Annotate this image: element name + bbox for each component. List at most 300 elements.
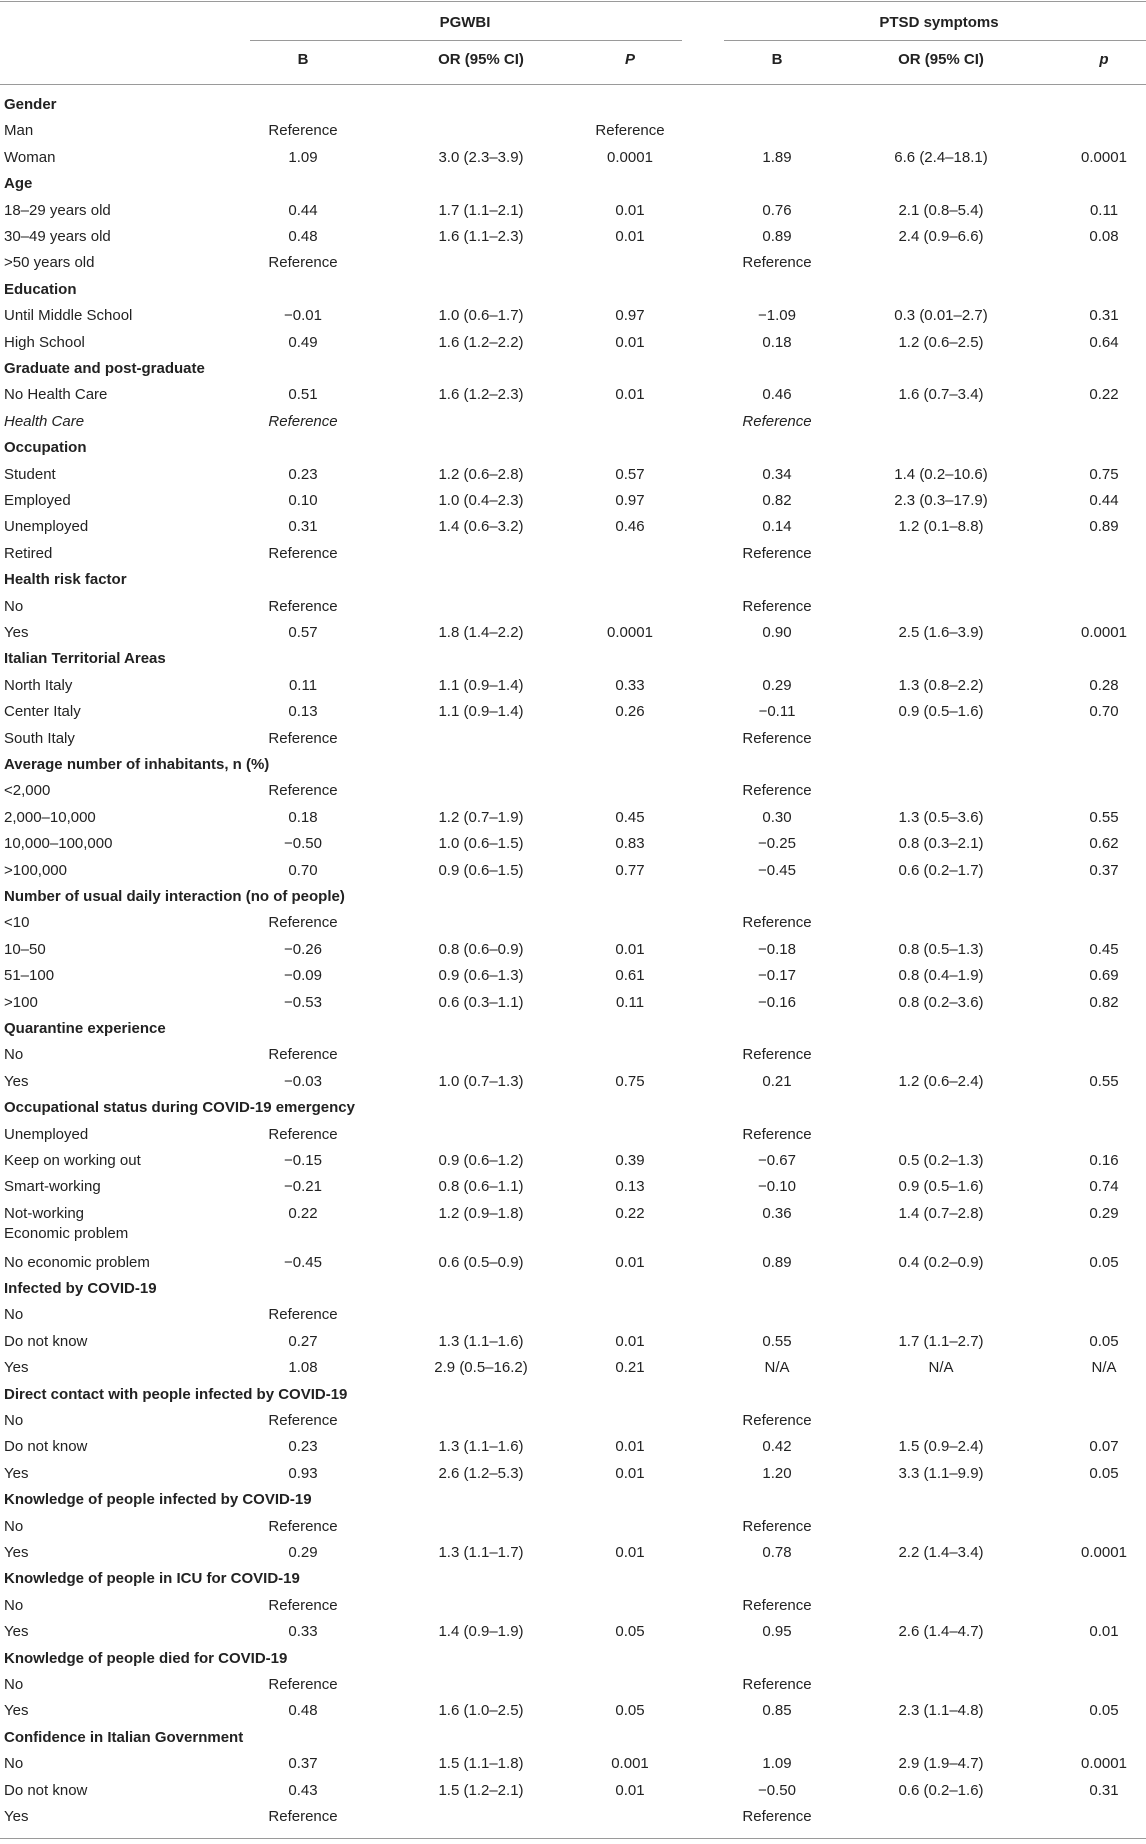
table-cell: 0.22 bbox=[1089, 386, 1119, 404]
table-cell: 1.0 (0.4–2.3) bbox=[438, 492, 524, 509]
table-cell: 0.11 bbox=[615, 993, 645, 1011]
table-cell: 0.27 bbox=[288, 1332, 318, 1350]
table-cell: 0.6 (0.5–0.9) bbox=[438, 1253, 524, 1271]
table-cell: Reference bbox=[742, 1808, 812, 1826]
table-cell: Reference bbox=[268, 782, 338, 800]
table-cell: Reference bbox=[268, 729, 338, 747]
table-cell: 0.75 bbox=[615, 1072, 645, 1090]
table-cell: 0.90 bbox=[762, 624, 792, 641]
section-label: Confidence in Italian Government bbox=[4, 1728, 244, 1746]
table-cell: 0.78 bbox=[762, 1544, 792, 1562]
table-cell: 0.01 bbox=[615, 201, 645, 219]
table-cell: 0.76 bbox=[762, 201, 792, 219]
table-cell: 1.3 (1.1–1.7) bbox=[438, 1544, 524, 1562]
row-label: No bbox=[4, 1412, 24, 1430]
table-cell: 0.69 bbox=[1089, 967, 1119, 985]
section-label: Health risk factor bbox=[4, 571, 127, 589]
table-cell: 0.31 bbox=[1089, 1781, 1119, 1799]
row-label: No bbox=[4, 1596, 24, 1614]
table-cell: Reference bbox=[268, 254, 338, 272]
table-row bbox=[0, 1804, 1146, 1830]
table-cell: 0.01 bbox=[615, 940, 645, 958]
table-cell: 1.5 (1.2–2.1) bbox=[438, 1781, 524, 1799]
group-rule-ptsd bbox=[724, 40, 1146, 41]
table-cell: 0.3 (0.01–2.7) bbox=[894, 307, 988, 325]
table-cell: 0.01 bbox=[615, 1253, 645, 1271]
table-cell: 0.01 bbox=[615, 386, 645, 404]
table-cell: 0.13 bbox=[288, 703, 318, 721]
table-cell: −0.53 bbox=[284, 993, 322, 1011]
row-label: No bbox=[4, 1517, 24, 1535]
table-cell: 0.82 bbox=[1089, 993, 1119, 1011]
table-cell: 0.57 bbox=[615, 465, 645, 483]
group-header-pgwbi: PGWBI bbox=[439, 14, 491, 31]
table-row bbox=[0, 1122, 1146, 1148]
table-cell: 0.83 bbox=[615, 835, 645, 853]
table-cell: Reference bbox=[742, 1125, 812, 1143]
col-header-or-1: OR (95% CI) bbox=[438, 51, 524, 68]
table-row bbox=[0, 1461, 1146, 1487]
row-label: 10,000–100,000 bbox=[4, 835, 113, 853]
section-label: Number of usual daily interaction (no of people) bbox=[4, 888, 345, 905]
table-cell: −1.09 bbox=[758, 307, 796, 325]
col-header-or-2: OR (95% CI) bbox=[898, 51, 984, 68]
table-cell: 0.18 bbox=[762, 333, 792, 351]
table-cell: 1.0 (0.7–1.3) bbox=[438, 1072, 524, 1090]
table-row bbox=[0, 1619, 1146, 1645]
table-cell: 1.0 (0.6–1.7) bbox=[438, 307, 524, 325]
table-cell: 1.4 (0.2–10.6) bbox=[894, 465, 988, 483]
row-label: >100 bbox=[4, 993, 38, 1011]
row-label: 2,000–10,000 bbox=[4, 808, 96, 826]
table-row bbox=[0, 541, 1146, 567]
table-cell: Reference bbox=[268, 412, 338, 430]
row-label: Unemployed bbox=[4, 1125, 89, 1143]
row-label: Yes bbox=[4, 1702, 29, 1720]
table-row bbox=[0, 1148, 1146, 1174]
row-label: Retired bbox=[4, 544, 53, 562]
table-cell: 0.55 bbox=[1089, 1072, 1119, 1090]
table-cell: −0.50 bbox=[284, 835, 322, 853]
table-cell: 0.93 bbox=[288, 1464, 318, 1482]
table-cell: 0.44 bbox=[1089, 492, 1119, 509]
row-label: 30–49 years old bbox=[4, 228, 111, 245]
table-cell: 2.5 (1.6–3.9) bbox=[898, 624, 984, 641]
table-cell: N/A bbox=[928, 1359, 954, 1377]
table-cell: Reference bbox=[268, 122, 338, 140]
table-cell: 1.8 (1.4–2.2) bbox=[438, 624, 524, 641]
table-cell: 1.6 (0.7–3.4) bbox=[898, 386, 984, 404]
table-cell: Reference bbox=[742, 1676, 812, 1694]
table-cell: −0.26 bbox=[284, 940, 322, 958]
section-label: Graduate and post-graduate bbox=[4, 360, 205, 377]
table-cell: 0.45 bbox=[1089, 940, 1119, 958]
table-cell: 0.89 bbox=[762, 1253, 792, 1271]
table-row bbox=[0, 198, 1146, 224]
section-label: Average number of inhabitants, n (%) bbox=[4, 756, 270, 773]
table-cell: Reference bbox=[268, 1412, 338, 1430]
table-row bbox=[0, 620, 1146, 646]
table-cell: Reference bbox=[742, 782, 812, 800]
section-header-row bbox=[0, 1095, 1146, 1121]
row-label: Until Middle School bbox=[4, 307, 133, 325]
table-cell: −0.10 bbox=[758, 1178, 796, 1196]
row-label: No bbox=[4, 1755, 24, 1773]
table-row bbox=[0, 303, 1146, 329]
table-cell: 0.46 bbox=[762, 386, 792, 404]
table-cell: −0.45 bbox=[284, 1253, 322, 1271]
table-cell: −0.09 bbox=[284, 967, 322, 985]
table-row bbox=[0, 699, 1146, 725]
table-cell: 0.89 bbox=[1089, 518, 1119, 536]
section-header-row bbox=[0, 567, 1146, 593]
table-cell: 0.22 bbox=[288, 1204, 318, 1222]
table-cell: 0.01 bbox=[615, 1781, 645, 1799]
row-label: No bbox=[4, 1046, 24, 1064]
table-cell: 2.9 (1.9–4.7) bbox=[898, 1755, 984, 1773]
table-cell: 1.6 (1.1–2.3) bbox=[438, 228, 524, 245]
table-cell: 1.89 bbox=[762, 148, 792, 166]
table-cell: 0.55 bbox=[762, 1332, 792, 1350]
table-cell: 1.09 bbox=[288, 148, 318, 166]
table-row bbox=[0, 1042, 1146, 1068]
row-label: Center Italy bbox=[4, 703, 81, 721]
table-cell: 0.05 bbox=[1089, 1464, 1119, 1482]
table-cell: 0.21 bbox=[615, 1359, 645, 1377]
table-cell: 0.0001 bbox=[607, 624, 653, 641]
table-row bbox=[0, 224, 1146, 250]
table-cell: 0.01 bbox=[615, 1332, 645, 1350]
section-header-row bbox=[0, 1646, 1146, 1672]
table-cell: Reference bbox=[742, 544, 812, 562]
table-row bbox=[0, 514, 1146, 540]
section-header-row bbox=[0, 1276, 1146, 1302]
table-cell: 2.9 (0.5–16.2) bbox=[434, 1359, 528, 1377]
section-label: Education bbox=[4, 280, 77, 298]
section-label: Occupation bbox=[4, 439, 87, 457]
table-row bbox=[0, 858, 1146, 884]
table-cell: 0.70 bbox=[1089, 703, 1119, 721]
table-row bbox=[0, 1778, 1146, 1804]
table-row bbox=[0, 831, 1146, 857]
table-cell: 1.2 (0.6–2.8) bbox=[438, 465, 524, 483]
table-cell: 0.77 bbox=[615, 861, 645, 879]
section-label: Age bbox=[4, 175, 33, 193]
section-header-row bbox=[0, 1725, 1146, 1751]
row-label: Yes bbox=[4, 624, 29, 641]
section-label: Gender bbox=[4, 96, 57, 113]
top-rule bbox=[0, 1, 1146, 2]
section-header-row bbox=[0, 752, 1146, 778]
table-cell: Reference bbox=[742, 1517, 812, 1535]
table-row bbox=[0, 462, 1146, 488]
table-cell: 1.5 (0.9–2.4) bbox=[898, 1438, 984, 1456]
table-cell: 1.08 bbox=[288, 1359, 318, 1377]
row-label: Keep on working out bbox=[4, 1152, 141, 1169]
table-cell: 0.48 bbox=[288, 228, 318, 245]
table-cell: 1.6 (1.2–2.3) bbox=[438, 386, 524, 404]
table-cell: 0.55 bbox=[1089, 808, 1119, 826]
row-label: >50 years old bbox=[4, 254, 95, 272]
table-cell: 0.85 bbox=[762, 1702, 792, 1720]
table-row bbox=[0, 409, 1146, 435]
table-cell: −0.25 bbox=[758, 835, 796, 853]
table-cell: 0.01 bbox=[615, 333, 645, 351]
table-cell: 0.05 bbox=[615, 1702, 645, 1720]
table-cell: 0.39 bbox=[615, 1152, 645, 1169]
table-row bbox=[0, 594, 1146, 620]
table-cell: 0.82 bbox=[762, 492, 792, 509]
table-cell: 0.62 bbox=[1089, 835, 1119, 853]
section-header-row bbox=[0, 435, 1146, 461]
table-row bbox=[0, 1434, 1146, 1460]
table-cell: 0.46 bbox=[615, 518, 645, 536]
table-cell: 2.6 (1.2–5.3) bbox=[438, 1464, 524, 1482]
table-cell: Reference bbox=[268, 1808, 338, 1826]
section-label: Knowledge of people died for COVID-19 bbox=[4, 1649, 288, 1667]
table-cell: 0.97 bbox=[615, 307, 645, 325]
table-cell: 0.29 bbox=[288, 1544, 318, 1562]
table-row bbox=[0, 1355, 1146, 1381]
table-row bbox=[0, 778, 1146, 804]
table-cell: 0.0001 bbox=[1081, 148, 1127, 166]
table-cell: Reference bbox=[742, 1046, 812, 1064]
section-header-row bbox=[0, 92, 1146, 118]
table-cell: 1.2 (0.9–1.8) bbox=[438, 1204, 524, 1222]
col-header-b-2: B bbox=[771, 51, 783, 68]
row-label: High School bbox=[4, 333, 85, 351]
row-label: Do not know bbox=[4, 1438, 88, 1456]
row-label: 51–100 bbox=[4, 967, 55, 985]
section-label: Occupational status during COVID-19 emergency bbox=[4, 1099, 355, 1117]
row-label: <10 bbox=[4, 914, 30, 932]
section-label: Quarantine experience bbox=[4, 1020, 166, 1037]
table-cell: 0.48 bbox=[288, 1702, 318, 1720]
table-cell: 0.89 bbox=[762, 228, 792, 245]
row-label: <2,000 bbox=[4, 782, 51, 800]
table-cell: 0.8 (0.3–2.1) bbox=[898, 835, 984, 853]
table-cell: Reference bbox=[268, 1517, 338, 1535]
table-cell: N/A bbox=[1091, 1359, 1117, 1377]
table-cell: 1.7 (1.1–2.7) bbox=[898, 1332, 984, 1350]
section-label: Knowledge of people in ICU for COVID-19 bbox=[4, 1570, 300, 1588]
table-cell: Reference bbox=[268, 1676, 338, 1694]
table-cell: 0.37 bbox=[288, 1755, 318, 1773]
row-label: Man bbox=[4, 122, 34, 140]
section-header-row bbox=[0, 884, 1146, 910]
table-cell: Reference bbox=[268, 1125, 338, 1143]
table-row bbox=[0, 330, 1146, 356]
table-cell: 0.34 bbox=[762, 465, 792, 483]
table-cell: 1.6 (1.2–2.2) bbox=[438, 333, 524, 351]
table-cell: 0.08 bbox=[1089, 228, 1119, 245]
table-cell: 0.29 bbox=[1089, 1204, 1119, 1222]
table-cell: 0.11 bbox=[1089, 201, 1119, 219]
table-cell: 0.28 bbox=[1089, 676, 1119, 694]
table-cell: 0.5 (0.2–1.3) bbox=[898, 1152, 984, 1169]
table-cell: 0.51 bbox=[288, 386, 318, 404]
row-label: Yes bbox=[4, 1623, 29, 1641]
table-cell: 0.6 (0.2–1.6) bbox=[898, 1781, 984, 1799]
row-label: >100,000 bbox=[4, 861, 67, 879]
row-label: Unemployed bbox=[4, 518, 89, 536]
table-cell: 0.61 bbox=[615, 967, 645, 985]
table-cell: −0.11 bbox=[758, 703, 796, 721]
table-row bbox=[0, 1408, 1146, 1434]
row-label: No Health Care bbox=[4, 386, 108, 404]
table-cell: 0.9 (0.6–1.3) bbox=[438, 967, 524, 985]
table-cell: 2.4 (0.9–6.6) bbox=[898, 228, 984, 245]
table-cell: 0.01 bbox=[1089, 1623, 1119, 1641]
table-cell: 0.9 (0.5–1.6) bbox=[898, 1178, 984, 1196]
table-row bbox=[0, 488, 1146, 514]
row-label: Smart-working bbox=[4, 1178, 101, 1196]
row-label: North Italy bbox=[4, 676, 73, 694]
table-cell: 0.31 bbox=[288, 518, 318, 536]
table-row bbox=[0, 1250, 1146, 1276]
table-cell: 0.97 bbox=[615, 492, 645, 509]
table-cell: 0.70 bbox=[288, 861, 318, 879]
row-label: Yes bbox=[4, 1359, 29, 1377]
table-cell: 1.2 (0.6–2.4) bbox=[898, 1072, 984, 1090]
table-cell: 1.3 (1.1–1.6) bbox=[438, 1438, 524, 1456]
table-cell: 1.3 (0.5–3.6) bbox=[898, 808, 984, 826]
table-cell: 2.3 (1.1–4.8) bbox=[898, 1702, 984, 1720]
table-cell: 0.75 bbox=[1089, 465, 1119, 483]
table-cell: Reference bbox=[268, 544, 338, 562]
table-cell: 0.9 (0.6–1.5) bbox=[438, 861, 524, 879]
table-cell: 0.64 bbox=[1089, 333, 1119, 351]
table-cell: 0.23 bbox=[288, 1438, 318, 1456]
table-cell: Reference bbox=[742, 1412, 812, 1430]
table-cell: 6.6 (2.4–18.1) bbox=[894, 148, 988, 166]
table-cell: Reference bbox=[742, 1596, 812, 1614]
table-cell: 0.18 bbox=[288, 808, 318, 826]
table-cell: 0.05 bbox=[615, 1623, 645, 1641]
table-cell: 0.01 bbox=[615, 1464, 645, 1482]
row-label: Employed bbox=[4, 492, 71, 509]
table-cell: 2.3 (0.3–17.9) bbox=[894, 492, 988, 509]
table-row bbox=[0, 1514, 1146, 1540]
table-cell: N/A bbox=[764, 1359, 790, 1377]
group-rule-pgwbi bbox=[250, 40, 682, 41]
table-cell: 1.4 (0.9–1.9) bbox=[438, 1623, 524, 1641]
table-row bbox=[0, 1174, 1146, 1200]
table-cell: −0.50 bbox=[758, 1781, 796, 1799]
table-cell: 2.1 (0.8–5.4) bbox=[898, 201, 984, 219]
row-label: Do not know bbox=[4, 1332, 88, 1350]
row-label: Do not know bbox=[4, 1781, 88, 1799]
table-row bbox=[0, 910, 1146, 936]
col-header-b-1: B bbox=[297, 51, 309, 68]
table-cell: 1.6 (1.0–2.5) bbox=[438, 1702, 524, 1720]
table-cell: 0.01 bbox=[615, 1544, 645, 1562]
row-label: No bbox=[4, 1306, 24, 1324]
table-cell: 0.01 bbox=[615, 228, 645, 245]
row-label: Woman bbox=[4, 148, 56, 166]
row-label: Not-working bbox=[4, 1204, 85, 1222]
table-cell: Reference bbox=[268, 1046, 338, 1064]
table-cell: 1.5 (1.1–1.8) bbox=[438, 1755, 524, 1773]
table-cell: 1.1 (0.9–1.4) bbox=[438, 676, 524, 694]
table-cell: 1.4 (0.6–3.2) bbox=[438, 518, 524, 536]
table-cell: 1.2 (0.7–1.9) bbox=[438, 808, 524, 826]
table-cell: 1.0 (0.6–1.5) bbox=[438, 835, 524, 853]
section-header-row bbox=[0, 1566, 1146, 1592]
row-label: No bbox=[4, 1676, 24, 1694]
table-cell: Reference bbox=[268, 1596, 338, 1614]
table-cell: 0.49 bbox=[288, 333, 318, 351]
table-cell: 0.26 bbox=[615, 703, 645, 721]
table-row bbox=[0, 726, 1146, 752]
row-label: South Italy bbox=[4, 729, 75, 747]
table-cell: 0.8 (0.2–3.6) bbox=[898, 993, 984, 1011]
table-cell: 0.05 bbox=[1089, 1253, 1119, 1271]
table-cell: 0.42 bbox=[762, 1438, 792, 1456]
table-cell: 0.22 bbox=[615, 1204, 645, 1222]
table-cell: 0.43 bbox=[288, 1781, 318, 1799]
section-header-row bbox=[0, 1016, 1146, 1042]
table-cell: 0.6 (0.3–1.1) bbox=[438, 993, 524, 1011]
table-cell: −0.16 bbox=[758, 993, 796, 1011]
table-cell: 0.4 (0.2–0.9) bbox=[898, 1253, 984, 1271]
table-cell: 0.05 bbox=[1089, 1702, 1119, 1720]
table-cell: 0.29 bbox=[762, 676, 792, 694]
col-header-p-2: p bbox=[1099, 51, 1109, 68]
table-cell: 1.3 (0.8–2.2) bbox=[898, 676, 984, 694]
section-header-row bbox=[0, 1487, 1146, 1513]
table-cell: 0.0001 bbox=[607, 148, 653, 166]
section-label: Infected by COVID-19 bbox=[4, 1280, 157, 1298]
table-cell: 0.44 bbox=[288, 201, 318, 219]
table-cell: −0.45 bbox=[758, 861, 796, 879]
table-cell: 0.11 bbox=[288, 676, 318, 694]
table-cell: 0.0001 bbox=[1081, 1544, 1127, 1562]
row-label: No bbox=[4, 597, 24, 615]
table-cell: 0.10 bbox=[288, 492, 318, 509]
table-cell: 1.2 (0.1–8.8) bbox=[898, 518, 984, 536]
table-cell: Reference bbox=[742, 729, 812, 747]
table-cell: 3.0 (2.3–3.9) bbox=[438, 148, 524, 166]
table-cell: 0.6 (0.2–1.7) bbox=[898, 861, 984, 879]
table-cell: −0.03 bbox=[284, 1072, 322, 1090]
section-label: Italian Territorial Areas bbox=[4, 650, 166, 668]
table-cell: 0.001 bbox=[611, 1755, 649, 1773]
table-cell: 1.4 (0.7–2.8) bbox=[898, 1204, 984, 1222]
table-row bbox=[0, 1069, 1146, 1095]
table-row bbox=[0, 1751, 1146, 1777]
table-cell: 1.09 bbox=[762, 1755, 792, 1773]
table-row bbox=[0, 1698, 1146, 1724]
table-cell: 0.9 (0.5–1.6) bbox=[898, 703, 984, 721]
table-cell: 0.14 bbox=[762, 518, 792, 536]
section-header-row bbox=[0, 646, 1146, 672]
table-cell: 2.2 (1.4–3.4) bbox=[898, 1544, 984, 1562]
row-label: Yes bbox=[4, 1464, 29, 1482]
section-header-row bbox=[0, 171, 1146, 197]
table-cell: Reference bbox=[742, 597, 812, 615]
table-cell: 0.45 bbox=[615, 808, 645, 826]
table-cell: 0.8 (0.6–1.1) bbox=[438, 1178, 524, 1196]
table-cell: −0.17 bbox=[758, 967, 796, 985]
table-cell: 0.23 bbox=[288, 465, 318, 483]
table-cell: −0.18 bbox=[758, 940, 796, 958]
table-cell: 1.2 (0.6–2.5) bbox=[898, 333, 984, 351]
table-row bbox=[0, 1201, 1146, 1242]
table-cell: −0.01 bbox=[284, 307, 322, 325]
section-header-row bbox=[0, 277, 1146, 303]
section-label: Direct contact with people infected by COVID-19 bbox=[4, 1385, 348, 1403]
